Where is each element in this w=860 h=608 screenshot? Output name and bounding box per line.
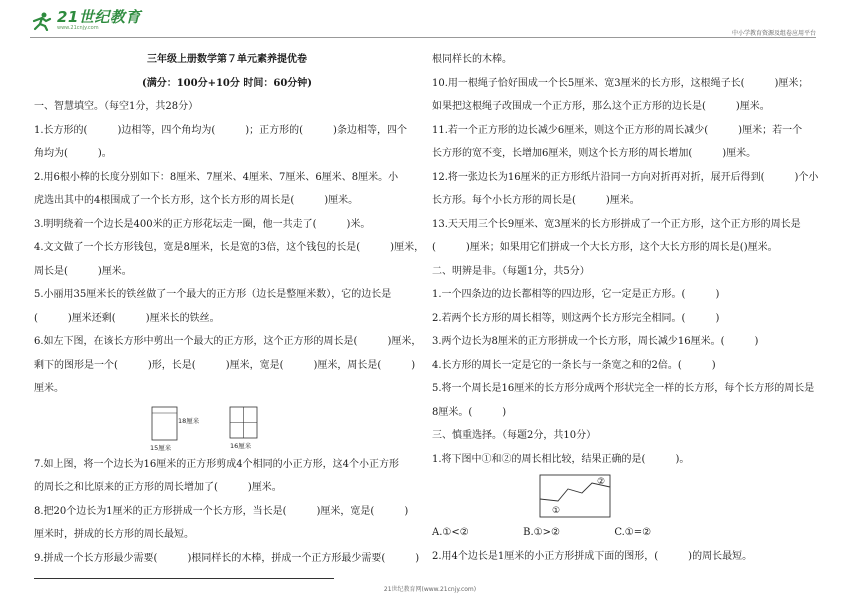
page-header (0, 0, 860, 44)
question-line: 1.长方形的( )边相等，四个角均为( )；正方形的( )条边相等，四个 (34, 124, 407, 136)
footer-divider (34, 578, 334, 579)
choice-b[interactable]: B.①>② (523, 527, 560, 538)
question-line: 2.用6根小棒的长度分别如下：8厘米、7厘米、4厘米、7厘米、6厘米、8厘米。小 (34, 171, 399, 183)
question-line: ( )厘米；如果用它们拼成一个大长方形，这个大长方形的周长是()厘米。 (432, 242, 778, 253)
question-line: 8厘米。( ) (432, 406, 507, 418)
question-line: 4.文文做了一个长方形钱包，宽是8厘米，长是宽的3倍，这个钱包的长是( )厘米， (34, 242, 425, 253)
exam-subtitle: (满分：100分+10分 时间：60分钟) (141, 77, 313, 89)
question-line: 长方形的宽不变，长增加6厘米，则这个长方形的周长增加( )厘米。 (432, 148, 757, 159)
choice-a[interactable]: A.①<② (432, 527, 469, 538)
question-line: 厘米。 (34, 383, 64, 394)
question-line: 8.把20个边长为1厘米的正方形拼成一个长方形，当长是( )厘米，宽是( ) (34, 505, 409, 517)
question-line: 5.小丽用35厘米长的铁丝做了一个最大的正方形（边长是整厘米数），它的边长是 (34, 289, 392, 300)
question-line: 12.将一张边长为16厘米的正方形纸片沿同一方向对折再对折，展开后得到( )个小 (432, 171, 819, 183)
question-line: 如果把这根绳子改围成一个正方形，那么这个正方形的边长是( )厘米。 (432, 101, 770, 112)
shape-compare-figure (432, 471, 824, 521)
question-line: ( )厘米还剩( )厘米长的铁丝。 (34, 312, 220, 324)
question-line: 厘米时，拼成的长方形的周长最短。 (34, 529, 194, 540)
section-heading-judge: 二、明辨是非。（每题1分，共5分） (432, 265, 590, 277)
fig-label-16: 16厘米 (230, 441, 252, 450)
question-line: 3.两个边长为8厘米的正方形拼成一个长方形，周长减少16厘米。( ) (432, 336, 759, 347)
fig-label-18: 18厘米 (178, 416, 200, 425)
question-line: 2.用4个边长是1厘米的小正方形拼成下面的图形，( )的周长最短。 (432, 550, 753, 562)
question-line: 1.将下图中①和②的周长相比较，结果正确的是( )。 (432, 453, 690, 465)
rectangle-figure (150, 407, 200, 452)
question-line: 的周长之和比原来的正方形的周长增加了( )厘米。 (34, 482, 282, 493)
runner-logo-icon (30, 11, 54, 31)
question-line: 剩下的图形是一个( )形，长是( )厘米，宽是( )厘米，周长是( ) (34, 359, 416, 371)
question-line: 13.天天用三个长9厘米、宽3厘米的长方形拼成了一个正方形，这个正方形的周长是 (432, 218, 801, 230)
site-logo[interactable] (30, 10, 141, 31)
section-heading-choice: 三、慎重选择。（每题2分，共10分） (432, 430, 597, 441)
logo-text: 21世纪教育 (57, 8, 141, 26)
logo-subtitle: www.21cnjy.com (57, 25, 99, 31)
question-line: 9.拼成一个长方形最少需要( )根同样长的木棒，拼成一个正方形最少需要( ) (34, 552, 420, 564)
question-line: 3.明明绕着一个边长是400米的正方形花坛走一圈，他一共走了( )米。 (34, 218, 371, 230)
fig-label-15: 15厘米 (150, 443, 172, 452)
circle-one-label: ① (552, 506, 561, 516)
question-line: 角均为( )。 (34, 148, 112, 159)
question-line: 2.若两个长方形的周长相等，则这两个长方形完全相同。( ) (432, 312, 720, 324)
rectangle-figures (34, 401, 420, 453)
question-line: 虎选出其中的4根围成了一个长方形，这个长方形的周长是( )厘米。 (34, 195, 359, 206)
circle-two-label: ② (597, 477, 606, 487)
question-line: 周长是( )厘米。 (34, 265, 132, 277)
page-footer[interactable]: 21世纪教育网(www.21cnjy.com) (383, 586, 477, 593)
header-divider (30, 37, 816, 38)
platform-name: 中小学教育资源及组卷应用平台 (731, 30, 816, 37)
choice-row (432, 521, 824, 545)
question-line: 根同样长的木棒。 (432, 54, 512, 65)
question-line: 4.长方形的周长一定是它的一条长与一条宽之和的2倍。( ) (432, 359, 716, 371)
question-line: 5.将一个周长是16厘米的长方形分成两个形状完全一样的长方形，每个长方形的周长是 (432, 383, 815, 394)
section-heading-fill: 一、智慧填空。（每空1分，共28分） (34, 101, 199, 112)
question-line: 11.若一个正方形的边长减少6厘米，则这个正方形的周长减少( )厘米；若一个 (432, 124, 803, 136)
question-line: 6.如左下图，在该长方形中剪出一个最大的正方形，这个正方形的周长是( )厘米， (34, 336, 422, 347)
left-column (34, 48, 425, 570)
choice-c[interactable]: C.①=② (614, 527, 652, 538)
exam-title: 三年级上册数学第７单元素养提优卷 (147, 54, 307, 65)
question-line: 10.用一根绳子恰好围成一个长5厘米、宽3厘米的长方形，这根绳子长( )厘米； (432, 77, 809, 89)
question-line: 1.一个四条边的边长都相等的四边形，它一定是正方形。( ) (432, 289, 720, 300)
question-line: 7.如上图，将一个边长为16厘米的正方形剪成4个相同的小正方形，这4个小正方形 (34, 458, 399, 470)
square-figure (230, 407, 257, 450)
question-line: 长方形。每个小长方形的周长是( )厘米。 (432, 195, 640, 206)
right-column (432, 48, 824, 568)
